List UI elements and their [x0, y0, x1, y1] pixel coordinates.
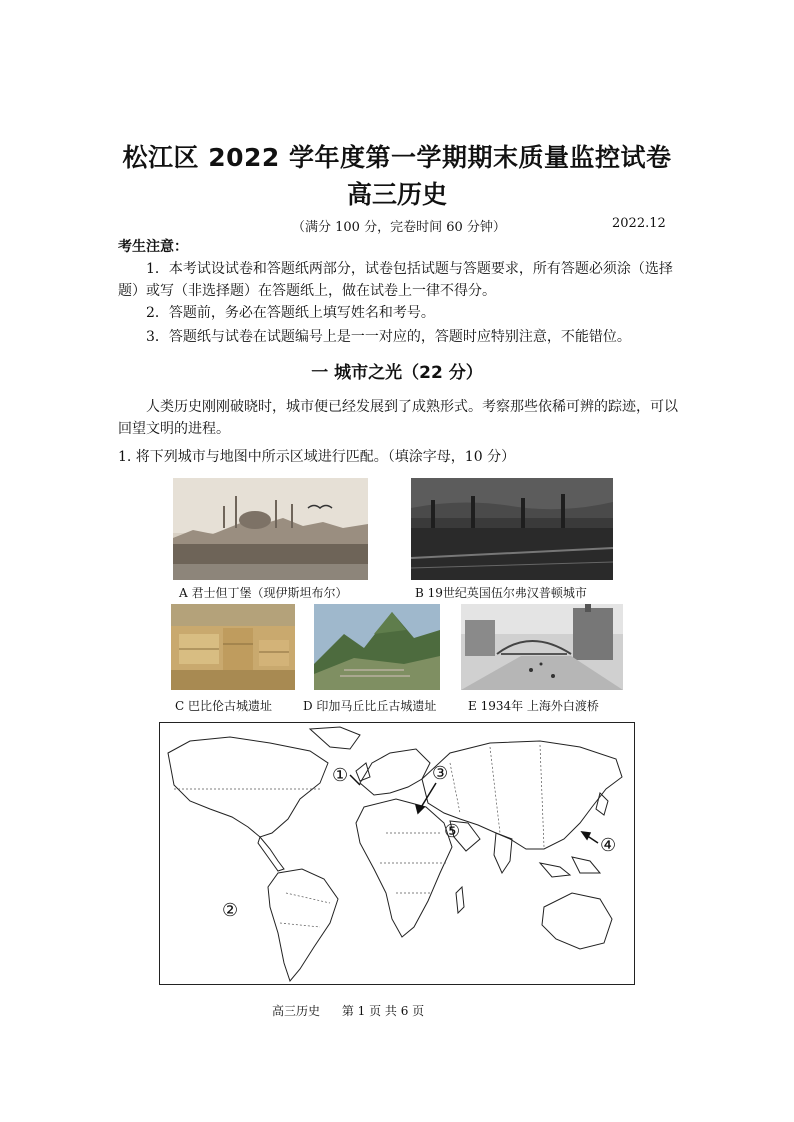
- page-footer: [272, 1002, 442, 1019]
- world-map: [159, 722, 635, 985]
- photo-shanghai-bridge: [461, 604, 623, 690]
- photo-constantinople: [173, 478, 368, 580]
- caption-c: C 巴比伦古城遗址: [175, 699, 272, 713]
- caption-a: A 君士但丁堡（现伊斯坦布尔）: [179, 586, 348, 600]
- caption-e: E 1934年 上海外白渡桥: [468, 699, 599, 713]
- notice-item-1: 1．本考试设试卷和答题纸两部分，试卷包括试题与答题要求，所有答题必须涂（选择题）或写（非选择题）在答题纸上，做在试卷上一律不得分。: [118, 261, 673, 299]
- caption-d: D 印加马丘比丘古城遗址: [303, 699, 437, 713]
- notice-heading: 考生注意：: [118, 239, 188, 255]
- map-marker-3: ③: [432, 763, 449, 784]
- notice-item-3: 3．答题纸与试卷在试题编号上是一一对应的，答题时应特别注意，不能错位。: [146, 329, 631, 345]
- caption-b: B 19世纪英国伍尔弗汉普顿城市: [415, 586, 587, 600]
- section-intro: 人类历史刚刚破晓时，城市便已经发展到了成熟形式。考察那些依稀可辨的踪迹，可以回望文明的进程。: [118, 399, 678, 437]
- section-title: 一 城市之光（22 分）: [311, 363, 483, 383]
- footer-subject: 高三历史: [272, 1004, 321, 1018]
- map-marker-4: ④: [600, 835, 617, 856]
- photo-wolverhampton: [411, 478, 613, 580]
- footer-page-number: 第 1 页 共 6 页: [341, 1004, 425, 1018]
- notice-item-2: 2．答题前，务必在答题纸上填写姓名和考号。: [146, 305, 435, 321]
- page-subtitle: 高三历史: [346, 180, 447, 209]
- question-1-text: 1. 将下列城市与地图中所示区域进行匹配。（填涂字母，10 分）: [118, 449, 516, 465]
- exam-meta: （满分 100 分，完卷时间 60 分钟）: [292, 220, 506, 235]
- exam-date: 2022.12: [612, 216, 666, 231]
- photo-babylon: [171, 604, 295, 690]
- map-marker-5: ⑤: [444, 821, 461, 842]
- page-title: 松江区 2022 学年度第一学期期末质量监控试卷: [122, 143, 672, 172]
- map-marker-2: ②: [222, 900, 239, 921]
- photo-machu-picchu: [314, 604, 440, 690]
- map-marker-1: ①: [332, 765, 349, 786]
